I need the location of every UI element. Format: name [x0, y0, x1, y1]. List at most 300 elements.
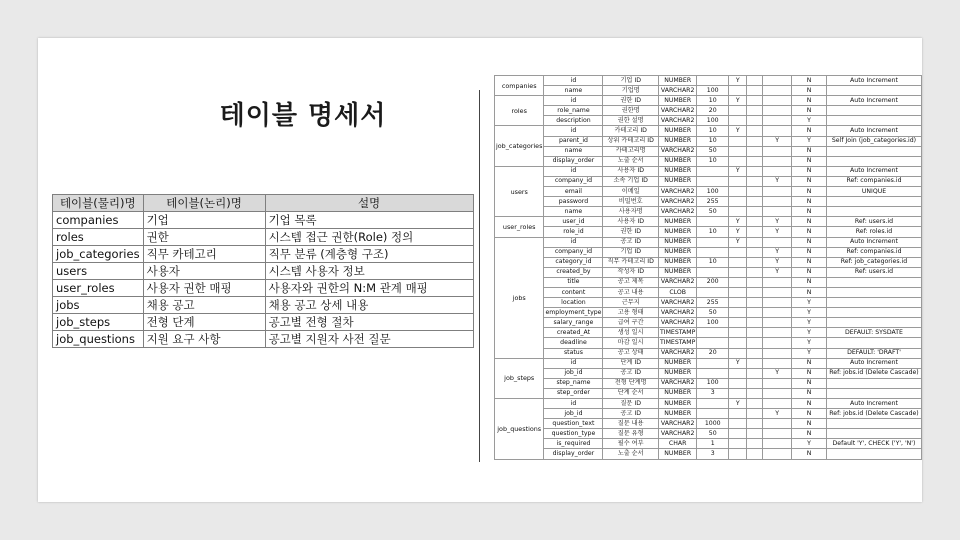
spec-column-name: name — [544, 207, 603, 217]
spec-column-name: id — [544, 399, 603, 409]
spec-note: Ref: job_categories.id — [826, 257, 921, 267]
summary-cell-physical: companies — [53, 212, 144, 229]
spec-row — [495, 106, 922, 116]
spec-data-type: NUMBER — [658, 449, 696, 459]
spec-column-name: display_order — [544, 156, 603, 166]
spec-nullable: N — [792, 187, 827, 197]
spec-column-name: user_id — [544, 217, 603, 227]
spec-empty-cell — [747, 328, 763, 338]
summary-row — [53, 229, 474, 246]
spec-row — [495, 419, 922, 429]
spec-row — [495, 176, 922, 186]
spec-empty-cell — [747, 86, 763, 96]
spec-row — [495, 227, 922, 237]
summary-cell-physical: user_roles — [53, 280, 144, 297]
summary-cell-description: 시스템 접근 권한(Role) 정의 — [265, 229, 473, 246]
summary-header-logical: 테이블(논리)명 — [143, 195, 265, 212]
spec-note — [826, 449, 921, 459]
spec-pk — [729, 419, 747, 429]
spec-logical-name: 공고 ID — [603, 409, 659, 419]
spec-length: 20 — [697, 106, 729, 116]
spec-logical-name: 권한 설명 — [603, 116, 659, 126]
spec-nullable: N — [792, 409, 827, 419]
spec-column-name: id — [544, 358, 603, 368]
spec-row — [495, 86, 922, 96]
spec-empty-cell — [747, 388, 763, 398]
spec-length — [697, 217, 729, 227]
spec-nullable: N — [792, 378, 827, 388]
spec-nullable: Y — [792, 328, 827, 338]
spec-note: Auto Increment — [826, 96, 921, 106]
spec-row — [495, 399, 922, 409]
spec-nullable: N — [792, 449, 827, 459]
spec-length — [697, 166, 729, 176]
spec-nullable: Y — [792, 348, 827, 358]
spec-logical-name: 단계 ID — [603, 358, 659, 368]
summary-cell-logical: 기업 — [143, 212, 265, 229]
spec-length: 100 — [697, 187, 729, 197]
spec-logical-name: 기업 ID — [603, 76, 659, 86]
spec-note: Ref: companies.id — [826, 247, 921, 257]
spec-fk — [763, 318, 792, 328]
spec-length: 10 — [697, 227, 729, 237]
spec-empty-cell — [747, 409, 763, 419]
spec-note — [826, 156, 921, 166]
spec-note: Self Join (job_categories.id) — [826, 136, 921, 146]
spec-note — [826, 146, 921, 156]
spec-column-name: job_id — [544, 409, 603, 419]
summary-cell-logical: 사용자 권한 매핑 — [143, 280, 265, 297]
spec-data-type: VARCHAR2 — [658, 146, 696, 156]
spec-pk — [729, 328, 747, 338]
summary-cell-physical: jobs — [53, 297, 144, 314]
spec-pk: Y — [729, 399, 747, 409]
spec-note: DEFAULT: SYSDATE — [826, 328, 921, 338]
spec-row — [495, 388, 922, 398]
summary-row — [53, 212, 474, 229]
spec-row — [495, 308, 922, 318]
spec-column-name: location — [544, 298, 603, 308]
spec-pk: Y — [729, 358, 747, 368]
spec-logical-name: 공고 ID — [603, 237, 659, 247]
spec-empty-cell — [747, 399, 763, 409]
spec-empty-cell — [747, 449, 763, 459]
spec-logical-name: 급여 구간 — [603, 318, 659, 328]
spec-note: DEFAULT: 'DRAFT' — [826, 348, 921, 358]
spec-column-name: role_name — [544, 106, 603, 116]
spec-length: 50 — [697, 207, 729, 217]
spec-nullable: Y — [792, 308, 827, 318]
spec-pk: Y — [729, 166, 747, 176]
spec-row — [495, 247, 922, 257]
spec-data-type: VARCHAR2 — [658, 308, 696, 318]
spec-length: 1 — [697, 439, 729, 449]
spec-row — [495, 76, 922, 86]
spec-table-name: users — [495, 166, 544, 216]
spec-fk: Y — [763, 267, 792, 277]
spec-column-name: title — [544, 277, 603, 287]
spec-empty-cell — [747, 146, 763, 156]
spec-logical-name: 생성 일시 — [603, 328, 659, 338]
spec-data-type: TIMESTAMP — [658, 338, 696, 348]
spec-fk — [763, 388, 792, 398]
spec-nullable: Y — [792, 318, 827, 328]
spec-nullable: N — [792, 106, 827, 116]
spec-logical-name: 카테고리 ID — [603, 126, 659, 136]
spec-length — [697, 409, 729, 419]
spec-column-name: id — [544, 237, 603, 247]
summary-cell-description: 직무 분류 (계층형 구조) — [265, 246, 473, 263]
spec-nullable: N — [792, 399, 827, 409]
spec-fk — [763, 308, 792, 318]
spec-data-type: VARCHAR2 — [658, 86, 696, 96]
spec-note: Ref: users.id — [826, 217, 921, 227]
summary-cell-description: 시스템 사용자 정보 — [265, 263, 473, 280]
spec-length: 100 — [697, 378, 729, 388]
spec-note — [826, 378, 921, 388]
spec-fk: Y — [763, 247, 792, 257]
spec-logical-name: 사용자명 — [603, 207, 659, 217]
spec-fk: Y — [763, 176, 792, 186]
spec-pk — [729, 247, 747, 257]
spec-length: 100 — [697, 318, 729, 328]
spec-nullable: N — [792, 207, 827, 217]
spec-note — [826, 318, 921, 328]
spec-empty-cell — [747, 429, 763, 439]
spec-data-type: NUMBER — [658, 176, 696, 186]
spec-empty-cell — [747, 187, 763, 197]
spec-data-type: NUMBER — [658, 388, 696, 398]
spec-length: 10 — [697, 136, 729, 146]
spec-fk — [763, 348, 792, 358]
spec-pk — [729, 197, 747, 207]
spec-logical-name: 직무 카테고리 ID — [603, 257, 659, 267]
spec-note — [826, 419, 921, 429]
spec-empty-cell — [747, 176, 763, 186]
spec-logical-name: 질문 유형 — [603, 429, 659, 439]
spec-length: 50 — [697, 429, 729, 439]
summary-header-description: 설명 — [265, 195, 473, 212]
spec-pk — [729, 277, 747, 287]
spec-row — [495, 429, 922, 439]
spec-empty-cell — [747, 227, 763, 237]
spec-nullable: N — [792, 287, 827, 297]
spec-fk: Y — [763, 257, 792, 267]
spec-nullable: Y — [792, 338, 827, 348]
spec-pk — [729, 318, 747, 328]
spec-pk — [729, 106, 747, 116]
spec-nullable: N — [792, 217, 827, 227]
spec-row — [495, 166, 922, 176]
spec-fk — [763, 207, 792, 217]
spec-pk — [729, 207, 747, 217]
spec-pk: Y — [729, 76, 747, 86]
spec-logical-name: 비밀번호 — [603, 197, 659, 207]
spec-data-type: NUMBER — [658, 96, 696, 106]
spec-length: 255 — [697, 298, 729, 308]
spec-logical-name: 이메일 — [603, 187, 659, 197]
spec-empty-cell — [747, 237, 763, 247]
spec-length: 10 — [697, 156, 729, 166]
spec-data-type: NUMBER — [658, 156, 696, 166]
spec-nullable: N — [792, 257, 827, 267]
spec-empty-cell — [747, 378, 763, 388]
spec-row — [495, 207, 922, 217]
spec-length — [697, 358, 729, 368]
spec-fk — [763, 449, 792, 459]
spec-data-type: VARCHAR2 — [658, 429, 696, 439]
spec-fk — [763, 86, 792, 96]
spec-nullable: N — [792, 358, 827, 368]
spec-column-name: company_id — [544, 176, 603, 186]
spec-empty-cell — [747, 318, 763, 328]
spec-column-name: description — [544, 116, 603, 126]
spec-row — [495, 116, 922, 126]
spec-note: Auto Increment — [826, 76, 921, 86]
spec-data-type: VARCHAR2 — [658, 378, 696, 388]
spec-pk — [729, 116, 747, 126]
summary-cell-description: 공고별 전형 절차 — [265, 314, 473, 331]
summary-cell-logical: 권한 — [143, 229, 265, 246]
spec-note — [826, 298, 921, 308]
spec-data-type: VARCHAR2 — [658, 187, 696, 197]
summary-cell-logical: 채용 공고 — [143, 297, 265, 314]
spec-empty-cell — [747, 197, 763, 207]
spec-empty-cell — [747, 277, 763, 287]
summary-cell-physical: job_categories — [53, 246, 144, 263]
spec-row — [495, 257, 922, 267]
spec-pk — [729, 257, 747, 267]
spec-note: Auto Increment — [826, 237, 921, 247]
spec-note — [826, 197, 921, 207]
spec-logical-name: 권한 ID — [603, 96, 659, 106]
spec-note: Ref: users.id — [826, 267, 921, 277]
spec-nullable: N — [792, 277, 827, 287]
spec-note — [826, 86, 921, 96]
spec-empty-cell — [747, 207, 763, 217]
spec-pk — [729, 429, 747, 439]
spec-empty-cell — [747, 257, 763, 267]
spec-nullable: Y — [792, 136, 827, 146]
spec-logical-name: 권한 ID — [603, 227, 659, 237]
spec-logical-name: 노출 순서 — [603, 156, 659, 166]
spec-logical-name: 근무지 — [603, 298, 659, 308]
spec-table-name: jobs — [495, 237, 544, 358]
spec-row — [495, 267, 922, 277]
spec-length: 3 — [697, 388, 729, 398]
spec-data-type: NUMBER — [658, 126, 696, 136]
spec-empty-cell — [747, 267, 763, 277]
spec-column-name: password — [544, 197, 603, 207]
spec-note — [826, 207, 921, 217]
spec-pk — [729, 187, 747, 197]
spec-pk — [729, 267, 747, 277]
spec-row — [495, 358, 922, 368]
spec-column-name: employment_type — [544, 308, 603, 318]
spec-row — [495, 187, 922, 197]
spec-pk — [729, 136, 747, 146]
spec-note — [826, 388, 921, 398]
spec-pk: Y — [729, 237, 747, 247]
spec-data-type: VARCHAR2 — [658, 106, 696, 116]
spec-note — [826, 287, 921, 297]
spec-row — [495, 439, 922, 449]
spec-length — [697, 287, 729, 297]
spec-empty-cell — [747, 76, 763, 86]
summary-cell-logical: 사용자 — [143, 263, 265, 280]
spec-data-type: VARCHAR2 — [658, 318, 696, 328]
spec-empty-cell — [747, 368, 763, 378]
spec-pk: Y — [729, 217, 747, 227]
spec-data-type: NUMBER — [658, 237, 696, 247]
spec-nullable: N — [792, 126, 827, 136]
spec-empty-cell — [747, 308, 763, 318]
spec-logical-name: 공고 내용 — [603, 287, 659, 297]
summary-cell-description: 채용 공고 상세 내용 — [265, 297, 473, 314]
spec-note — [826, 308, 921, 318]
spec-logical-name: 공고 상태 — [603, 348, 659, 358]
divider-line — [479, 90, 480, 462]
spec-note: UNIQUE — [826, 187, 921, 197]
spec-data-type: NUMBER — [658, 257, 696, 267]
spec-empty-cell — [747, 338, 763, 348]
spec-data-type: VARCHAR2 — [658, 116, 696, 126]
spec-fk — [763, 106, 792, 116]
spec-note: Auto Increment — [826, 399, 921, 409]
spec-fk — [763, 146, 792, 156]
spec-nullable: N — [792, 429, 827, 439]
spec-pk — [729, 368, 747, 378]
spec-pk — [729, 449, 747, 459]
spec-logical-name: 고용 형태 — [603, 308, 659, 318]
spec-pk — [729, 409, 747, 419]
spec-nullable: N — [792, 166, 827, 176]
spec-logical-name: 노출 순서 — [603, 449, 659, 459]
spec-pk: Y — [729, 126, 747, 136]
spec-column-name: role_id — [544, 227, 603, 237]
spec-row — [495, 328, 922, 338]
spec-column-name: created_by — [544, 267, 603, 277]
spec-row — [495, 277, 922, 287]
spec-pk — [729, 348, 747, 358]
spec-empty-cell — [747, 358, 763, 368]
spec-fk — [763, 429, 792, 439]
spec-length — [697, 267, 729, 277]
spec-empty-cell — [747, 217, 763, 227]
spec-note: Ref: roles.id — [826, 227, 921, 237]
summary-row — [53, 246, 474, 263]
spec-column-name: step_name — [544, 378, 603, 388]
spec-fk — [763, 378, 792, 388]
spec-pk — [729, 146, 747, 156]
spec-data-type: CHAR — [658, 439, 696, 449]
spec-nullable: N — [792, 237, 827, 247]
spec-length: 3 — [697, 449, 729, 459]
spec-fk — [763, 187, 792, 197]
spec-fk — [763, 237, 792, 247]
spec-fk: Y — [763, 136, 792, 146]
spec-logical-name: 작성자 ID — [603, 267, 659, 277]
spec-length — [697, 338, 729, 348]
spec-table-name: job_questions — [495, 399, 544, 460]
spec-note — [826, 429, 921, 439]
spec-data-type: NUMBER — [658, 368, 696, 378]
spec-column-name: name — [544, 146, 603, 156]
spec-nullable: N — [792, 388, 827, 398]
spec-nullable: N — [792, 86, 827, 96]
spec-empty-cell — [747, 96, 763, 106]
spec-column-name: salary_range — [544, 318, 603, 328]
spec-note — [826, 116, 921, 126]
spec-fk — [763, 197, 792, 207]
spec-pk — [729, 86, 747, 96]
spec-nullable: N — [792, 156, 827, 166]
spec-row — [495, 156, 922, 166]
spec-length: 10 — [697, 126, 729, 136]
spec-fk — [763, 96, 792, 106]
spec-empty-cell — [747, 136, 763, 146]
spec-length — [697, 368, 729, 378]
spec-data-type: NUMBER — [658, 267, 696, 277]
spec-logical-name: 질문 ID — [603, 399, 659, 409]
spec-note: Default 'Y', CHECK ('Y', 'N') — [826, 439, 921, 449]
spec-empty-cell — [747, 116, 763, 126]
spec-length: 1000 — [697, 419, 729, 429]
spec-row — [495, 96, 922, 106]
spec-empty-cell — [747, 126, 763, 136]
spec-logical-name: 공고 제목 — [603, 277, 659, 287]
spec-row — [495, 146, 922, 156]
spec-column-name: id — [544, 76, 603, 86]
spec-column-name: email — [544, 187, 603, 197]
summary-cell-logical: 전형 단계 — [143, 314, 265, 331]
summary-cell-physical: job_questions — [53, 331, 144, 348]
table-spec — [494, 75, 922, 460]
spec-data-type: NUMBER — [658, 358, 696, 368]
spec-table-name: companies — [495, 76, 544, 96]
spec-row — [495, 126, 922, 136]
spec-fk — [763, 419, 792, 429]
spec-nullable: N — [792, 368, 827, 378]
spec-nullable: N — [792, 146, 827, 156]
spec-row — [495, 318, 922, 328]
spec-note: Ref: jobs.id (Delete Cascade) — [826, 409, 921, 419]
spec-data-type: VARCHAR2 — [658, 197, 696, 207]
spec-logical-name: 카테고리명 — [603, 146, 659, 156]
spec-column-name: is_required — [544, 439, 603, 449]
spec-length — [697, 237, 729, 247]
spec-length: 10 — [697, 96, 729, 106]
spec-data-type: CLOB — [658, 287, 696, 297]
spec-fk — [763, 126, 792, 136]
spec-fk — [763, 298, 792, 308]
spec-row — [495, 136, 922, 146]
slide-title: 테이블 명세서 — [219, 101, 387, 131]
spec-data-type: NUMBER — [658, 247, 696, 257]
spec-nullable: N — [792, 247, 827, 257]
spec-fk: Y — [763, 409, 792, 419]
spec-nullable: N — [792, 96, 827, 106]
summary-cell-physical: users — [53, 263, 144, 280]
spec-logical-name: 마감 일시 — [603, 338, 659, 348]
spec-fk — [763, 287, 792, 297]
spec-column-name: id — [544, 166, 603, 176]
spec-pk — [729, 308, 747, 318]
spec-nullable: N — [792, 419, 827, 429]
spec-column-name: company_id — [544, 247, 603, 257]
spec-length — [697, 176, 729, 186]
spec-column-name: content — [544, 287, 603, 297]
